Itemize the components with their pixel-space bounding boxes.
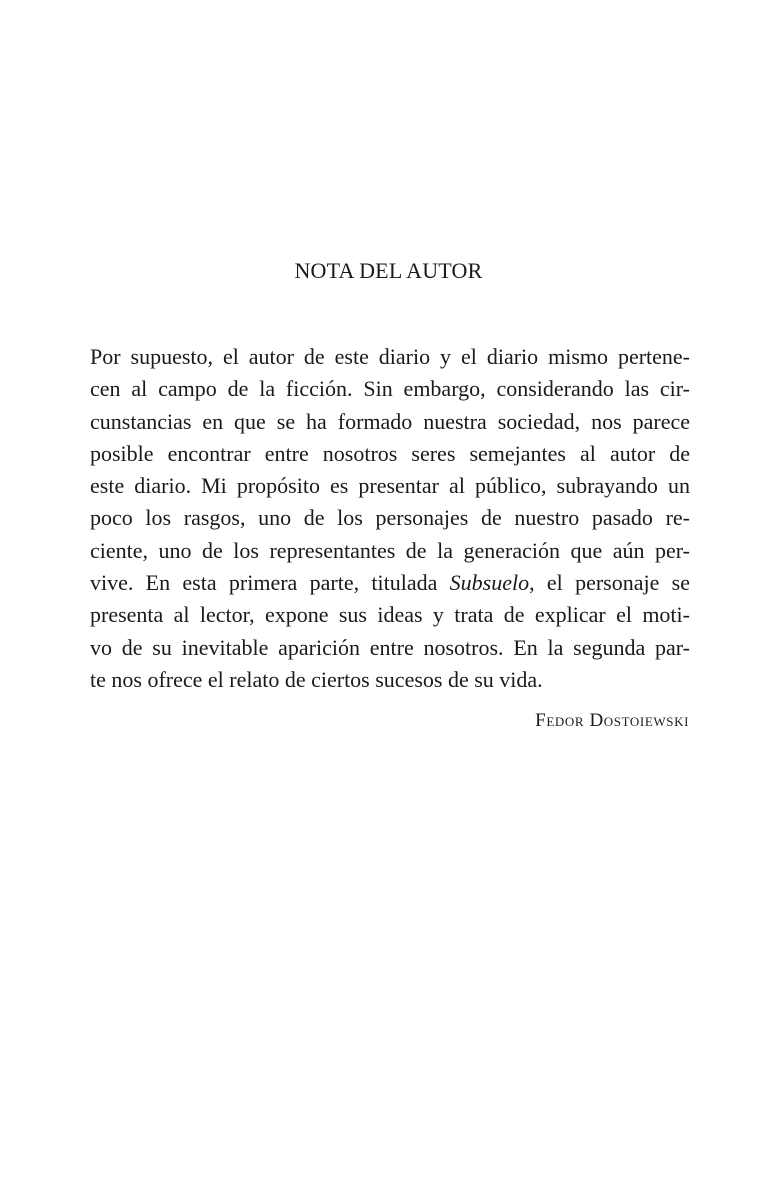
paragraph-line: vo de su inevitable aparición entre nosotros. En la segunda par- (90, 634, 690, 660)
paragraph-line-with-title (90, 567, 690, 599)
italic-work-title: Subsuelo (449, 570, 530, 596)
paragraph-line: este diario. Mi propósito es presentar al público, subrayando un (90, 473, 690, 499)
paragraph-line: presenta al lector, expone sus ideas y trata de explicar el moti- (90, 602, 690, 628)
paragraph-line: posible encontrar entre nosotros seres semejantes al autor de (90, 440, 690, 466)
paragraph-line: cunstancias en que se ha formado nuestra sociedad, nos parece (90, 408, 690, 434)
paragraph-line: cen al campo de la ficción. Sin embargo, considerando las cir- (90, 376, 690, 402)
paragraph-line: te nos ofrece el relato de ciertos sucesos de su vida. (90, 666, 543, 692)
line-text-end: , el personaje se (529, 570, 690, 596)
paragraph-line: poco los rasgos, uno de los personajes de nuestro pasado re- (90, 505, 690, 531)
author-note-paragraph (90, 341, 690, 696)
author-signature: Fedor Dostoiewski (535, 710, 689, 731)
paragraph-line: ciente, uno de los representantes de la generación que aún per- (90, 537, 690, 563)
line-text-start: vive. En esta primera parte, titulada (90, 570, 450, 596)
page-title: NOTA DEL AUTOR (294, 258, 483, 283)
paragraph-line: Por supuesto, el autor de este diario y el diario mismo pertene- (90, 344, 690, 369)
